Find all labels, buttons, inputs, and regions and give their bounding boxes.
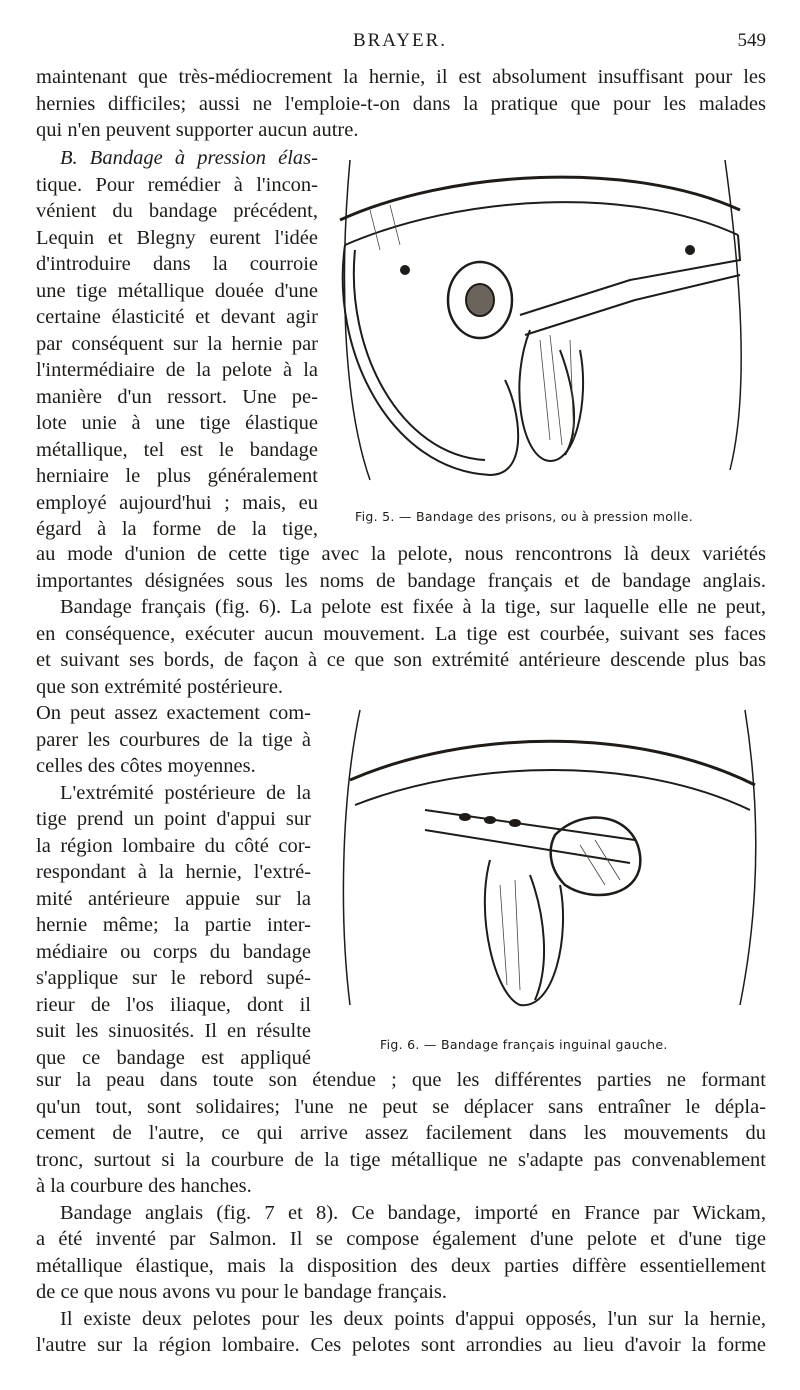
text-line: suit les sinuosités. Il en résulte <box>36 1020 311 1042</box>
text-line: maintenant que très-médiocrement la hernie, il est absolument insuffisant pour les <box>36 66 766 88</box>
text-line: que ce bandage est appliqué <box>36 1046 311 1069</box>
text-line: cement de l'autre, ce qui arrive assez facilement dans les mouvements du <box>36 1122 766 1144</box>
text-line: celles des côtes moyennes. <box>36 755 256 777</box>
text-line: en conséquence, exécuter aucun mouvement. La tige est courbée, suivant ses faces <box>36 622 766 645</box>
text-line: égard à la forme de la tige, <box>36 518 318 540</box>
text-line: l'intermédiaire de la pelote à la <box>36 359 318 381</box>
text-line: importantes désignées sous les noms de bandage français et de bandage anglais. <box>36 569 766 592</box>
text-line: médiaire ou corps du bandage <box>36 940 311 963</box>
text-line: qu'un tout, sont solidaires; l'une ne peut se déplacer sans entraîner le dépla- <box>36 1095 766 1118</box>
text-line: s'applique sur le rebord supé- <box>36 967 311 989</box>
text-line: lote unie à une tige élastique <box>36 412 318 434</box>
text-line: métallique, tel est le bandage <box>36 438 318 461</box>
text-line: de ce que nous avons vu pour le bandage français. <box>36 1281 447 1303</box>
text-line: par conséquent sur la hernie par <box>36 332 318 355</box>
section-b-paragraph <box>36 145 318 543</box>
text-line: L'extrémité postérieure de la <box>60 781 311 804</box>
text-line: employé aujourd'hui ; mais, eu <box>36 491 318 514</box>
page-number: 549 <box>737 30 766 51</box>
figure-5-illustration <box>330 150 770 505</box>
text-line: que son extrémité postérieure. <box>36 675 284 698</box>
text-line: certaine élasticité et devant agir <box>36 306 318 328</box>
figure-5-caption: Fig. 5. — Bandage des prisons, ou à pression molle. <box>355 509 693 524</box>
top-paragraph <box>36 64 766 144</box>
text-line: Il existe deux pelotes pour les deux points d'appui opposés, l'un sur la hernie, <box>60 1307 766 1330</box>
text-line: au mode d'union de cette tige avec la pelote, nous rencontrons là deux variétés <box>36 543 766 565</box>
text-line: respondant à la hernie, l'extré- <box>36 861 311 883</box>
figure-6-illustration <box>335 705 770 1025</box>
bandage-francais-heading: Bandage français (fig. 6). La pelote est fixée à la tige, sur laquelle elle ne peut, <box>60 596 766 618</box>
text-line: qui n'en peuvent supporter aucun autre. <box>36 119 359 141</box>
section-francais-paragraph <box>36 700 311 1071</box>
middle-paragraph <box>36 541 766 700</box>
bandage-anglais-heading: Bandage anglais (fig. 7 et 8). Ce bandage, importé en France par Wickam, <box>60 1201 766 1224</box>
text-line: et suivant ses bords, de façon à ce que son extrémité antérieure descende plus bas <box>36 649 766 671</box>
text-line: On peut assez exactement com- <box>36 702 311 724</box>
text-line: tronc, surtout si la courbure de la tige métallique ne s'adapte pas convenablement <box>36 1148 766 1171</box>
text-line: à la courbure des hanches. <box>36 1175 252 1197</box>
text-line: une tige métallique douée d'une <box>36 279 318 302</box>
text-line: herniaire le plus généralement <box>36 465 318 487</box>
text-line: Lequin et Blegny eurent l'idée <box>36 226 318 249</box>
text-line: hernie même; la partie inter- <box>36 914 311 936</box>
text-line: tique. Pour remédier à l'incon- <box>36 173 318 196</box>
text-line: mité antérieure appuie sur la <box>36 887 311 910</box>
text-line: rieur de l'os iliaque, dont il <box>36 993 311 1016</box>
text-line: hernies difficiles; aussi ne l'emploie-t-on dans la pratique que pour les malades <box>36 92 766 115</box>
bottom-paragraphs <box>36 1067 766 1359</box>
text-line: parer les courbures de la tige à <box>36 728 311 751</box>
text-line: sur la peau dans toute son étendue ; que les différentes parties ne formant <box>36 1069 766 1091</box>
text-line: la région lombaire du côté cor- <box>36 834 311 857</box>
running-head: BRAYER. <box>352 30 448 51</box>
figure-6-caption: Fig. 6. — Bandage français inguinal gauche. <box>380 1037 668 1052</box>
text-line: manière d'un ressort. Une pe- <box>36 385 318 408</box>
text-line: l'autre sur la région lombaire. Ces pelotes sont arrondies au lieu d'avoir la forme <box>36 1334 766 1356</box>
text-line: métallique élastique, mais la disposition des deux parties diffère essentiellement <box>36 1254 766 1277</box>
text-line: d'introduire dans la courroie <box>36 253 318 275</box>
text-line: a été inventé par Salmon. Il se compose également d'une pelote et d'une tige <box>36 1228 766 1250</box>
section-b-heading: B. Bandage à pression élas- <box>60 147 318 169</box>
text-line: tige prend un point d'appui sur <box>36 808 311 830</box>
text-line: vénient du bandage précédent, <box>36 200 318 222</box>
